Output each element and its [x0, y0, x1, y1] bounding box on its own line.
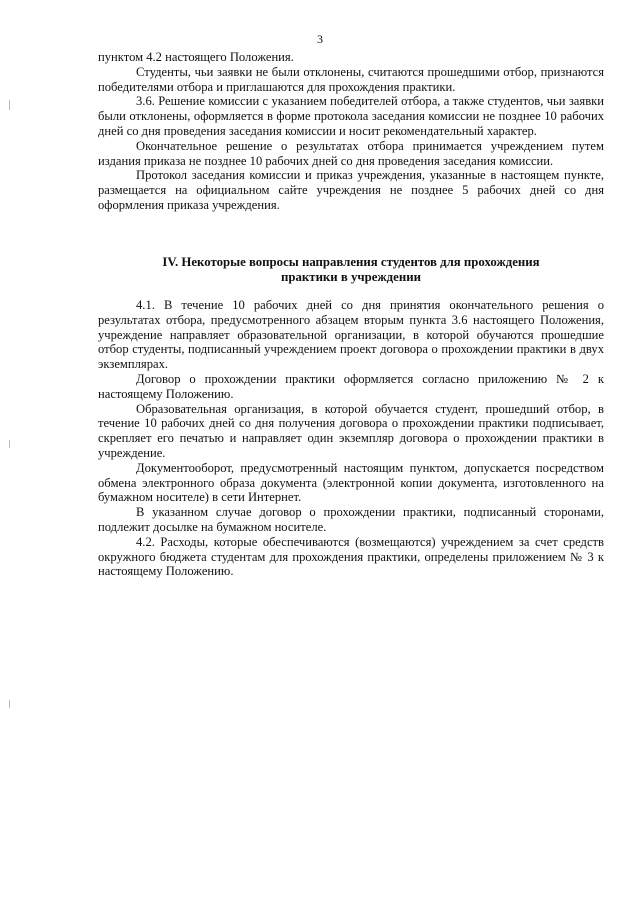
- paragraph: Договор о прохождении практики оформляется согласно приложению № 2 к настоящему Положению.: [98, 371, 604, 401]
- section-heading-line: практики в учреждении: [281, 270, 421, 284]
- top-text-block: [98, 50, 604, 213]
- paragraph: Студенты, чьи заявки не были отклонены, считаются прошедшими отбор, признаются победителями отбора и приглашаются для прохождения практики.: [98, 64, 604, 94]
- page-number: 3: [317, 32, 323, 46]
- section-heading: [98, 255, 604, 285]
- section-heading-line: IV. Некоторые вопросы направления студентов для прохождения: [162, 255, 540, 269]
- paragraph: пунктом 4.2 настоящего Положения.: [98, 50, 294, 64]
- paragraph: В указанном случае договор о прохождении практики, подписанный сторонами, подлежит досылке на бумажном носителе.: [98, 505, 604, 534]
- paragraph: 3.6. Решение комиссии с указанием победителей отбора, а также студентов, чьи заявки были отклонены, оформляется в форме протокола заседания комиссии не позднее 10 рабочих дней со дня проведения заседания комиссии и носит рекомендательный характер.: [98, 94, 604, 138]
- section-text-block: [98, 298, 604, 579]
- paragraph: 4.2. Расходы, которые обеспечиваются (возмещаются) учреждением за счет средств окружного бюджета студентам для прохождения практики, определены приложением № 3 к настоящему Положению.: [98, 534, 604, 579]
- scan-margin-mark: [9, 100, 10, 110]
- paragraph: 4.1. В течение 10 рабочих дней со дня принятия окончательного решения о результатах отбора, предусмотренного абзацем вторым пункта 3.6 настоящего Положения, учреждение направляет образовательной организации, в которой обучаются прошедшие отбор студенты, подписанный учреждением проект договора о прохождении практики в двух экземплярах.: [98, 298, 604, 372]
- paragraph: Документооборот, предусмотренный настоящим пунктом, допускается посредством обмена электронного образа документа (электронной копии документа, изготовленного на бумажном носителе) в сети Интернет.: [98, 460, 604, 505]
- paragraph: Окончательное решение о результатах отбора принимается учреждением путем издания приказа не позднее 10 рабочих дней со дня проведения заседания комиссии.: [98, 138, 604, 168]
- scan-margin-mark: [9, 440, 10, 448]
- scan-margin-mark: [9, 700, 10, 708]
- paragraph: Образовательная организация, в которой обучается студент, прошедший отбор, в течение 10 рабочих дней со дня получения договора о прохождении практики подписывает, скрепляет его печатью и направляет один экземпляр договора о прохождении практики в учреждение.: [98, 401, 604, 460]
- paragraph: Протокол заседания комиссии и приказ учреждения, указанные в настоящем пункте, размещается на официальном сайте учреждения не позднее 5 рабочих дней со дня оформления приказа учреждения.: [98, 168, 604, 212]
